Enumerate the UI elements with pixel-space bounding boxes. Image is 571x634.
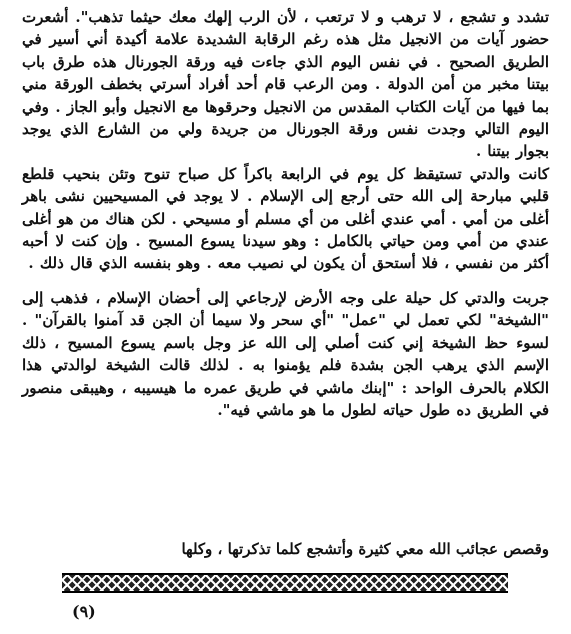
paragraph-1: تشدد و تشجع ، لا ترهب و لا ترتعب ، لأن الرب إلهك معك حيثما تذهب". أشعرت حضور آيات من الانجيل مثل هذه رغم الرقابة الشديدة علامة أكيدة أني أسير في الطريق الصحيح . في نفس اليوم الذي جاءت فيه ورقة الجورنال هذه طرق باب بيتنا مخبر من أمن الدولة . ومن الرعب قام أحد أفراد أسرتي بخطف الورقة مني بما فيها من آيات الكتاب المقدس من الانجيل وحرقوها مع الانجيل وأبو الجاز . وفي اليوم التالي وجدت نفس ورقة الجورنال من جريدة ولي من الشارع الذي يوجد بجوار بيتنا . [22, 8, 549, 161]
body-text [22, 6, 549, 421]
ornamental-divider [62, 573, 508, 593]
final-line: وقصص عجائب الله معي كثيرة وأتشجع كلما تذكرتها ، وكلها [181, 540, 549, 558]
page-number: (٩) [72, 602, 96, 621]
paragraph-2: كانت والدتي تستيقظ كل يوم في الرابعة باكراً كل صباح تنوح وتئن بنحيب قلطع قلبي مبارحة إلى الله حتى أرجع إلى الإسلام . لا يوجد في المسيحيين نشى باهر أغلى من أمي . أمي عندي أغلى من أي مسلم أو مسيحي . لكن هناك من هو أغلى عندي من أمي ومن حياتي بالكامل : وهو سيدنا يسوع المسيح . وإن كنت لا أحبه أكثر من نفسي ، فلا أستحق أن يكون لي نصيب معه . وهو بنفسه الذي قال ذلك . [22, 164, 549, 273]
paragraph-3: جربت والدتي كل حيلة على وجه الأرض لإرجاعي إلى أحضان الإسلام ، فذهب إلى "الشيخة" لكي تعمل لي "عمل" "أي سحر ولا سيما أن الجن قد آمنوا بالقرآن" . لسوء حظ الشيخة إني كنت أصلي إلى الله عز وجل باسم يسوع المسيح ، ذلك الإسم الذي يرهب الجن بشدة فلم يؤمنوا به . لذلك قالت الشيخة لوالدتي هذا الكلام بالحرف الواحد : "إبنك ماشي في طريق عمره ما هيسيبه ، وهيبقى منصور في الطريق ده طول حياته لطول ما هو ماشي فيه". [22, 288, 549, 419]
